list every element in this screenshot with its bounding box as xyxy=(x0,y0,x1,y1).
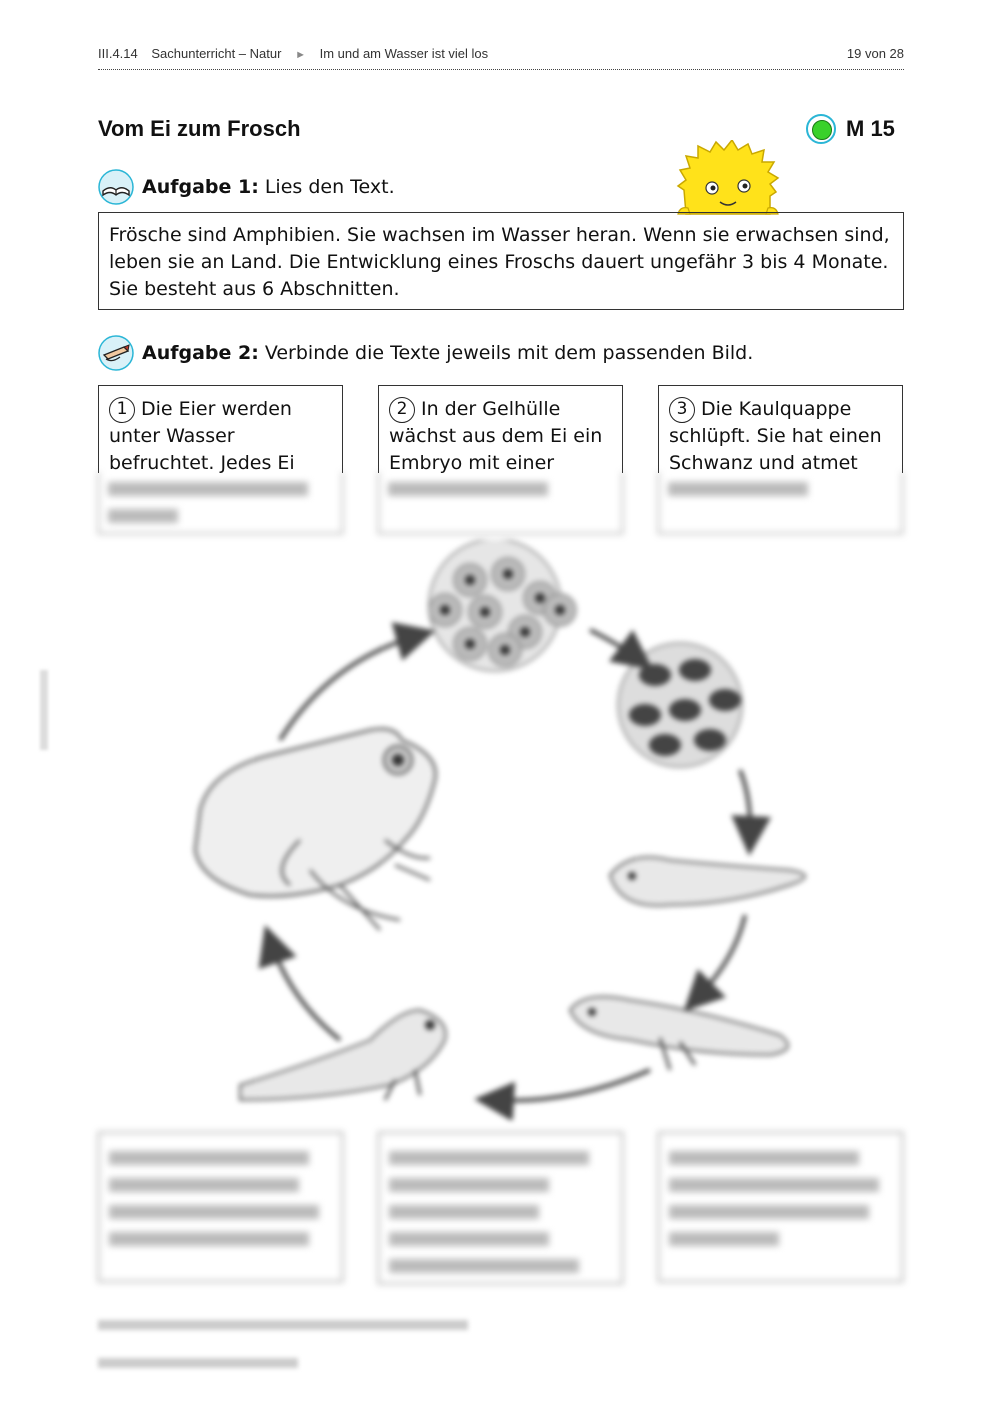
task-2-text: Verbinde die Texte jeweils mit dem passenden Bild. xyxy=(264,342,754,364)
unit-code: III.4.14 xyxy=(98,46,138,61)
footer-issue xyxy=(98,1358,298,1368)
topic-label: Im und am Wasser ist viel los xyxy=(319,46,489,61)
side-credit xyxy=(40,660,54,750)
stage-number: 2 xyxy=(389,397,415,423)
page-title: Vom Ei zum Frosch xyxy=(98,116,301,141)
stage-number: 3 xyxy=(669,397,695,423)
page-number: 19 von 28 xyxy=(846,46,904,61)
stage-text: Die Eier werden unter Wasser befruchtet. Jedes Ei xyxy=(109,398,295,473)
task-1-label: Aufgabe 1: xyxy=(142,176,259,198)
footer-credit xyxy=(98,1320,468,1330)
task-1-text: Lies den Text. xyxy=(264,176,395,198)
subject-label: Sachunterricht – Natur xyxy=(151,46,282,61)
stage-text: In der Gelhülle wächst aus dem Ei ein Embryo mit einer xyxy=(389,398,603,473)
breadcrumb-arrow-icon: ► xyxy=(295,49,306,61)
stage-text: Die Kaulquappe schlüpft. Sie hat einen Schwanz und atmet xyxy=(669,398,882,473)
material-label: M 15 xyxy=(846,116,895,141)
info-text: Frösche sind Amphibien. Sie wachsen im Wasser heran. Wenn sie erwachsen sind, leben sie an Land. Die Entwicklung eines Froschs dauert ungefähr 3 bis 4 Monate. Sie besteht aus 6 Abschnitten. xyxy=(109,224,890,300)
task-2-label: Aufgabe 2: xyxy=(142,342,259,364)
stage-number: 1 xyxy=(109,397,135,423)
